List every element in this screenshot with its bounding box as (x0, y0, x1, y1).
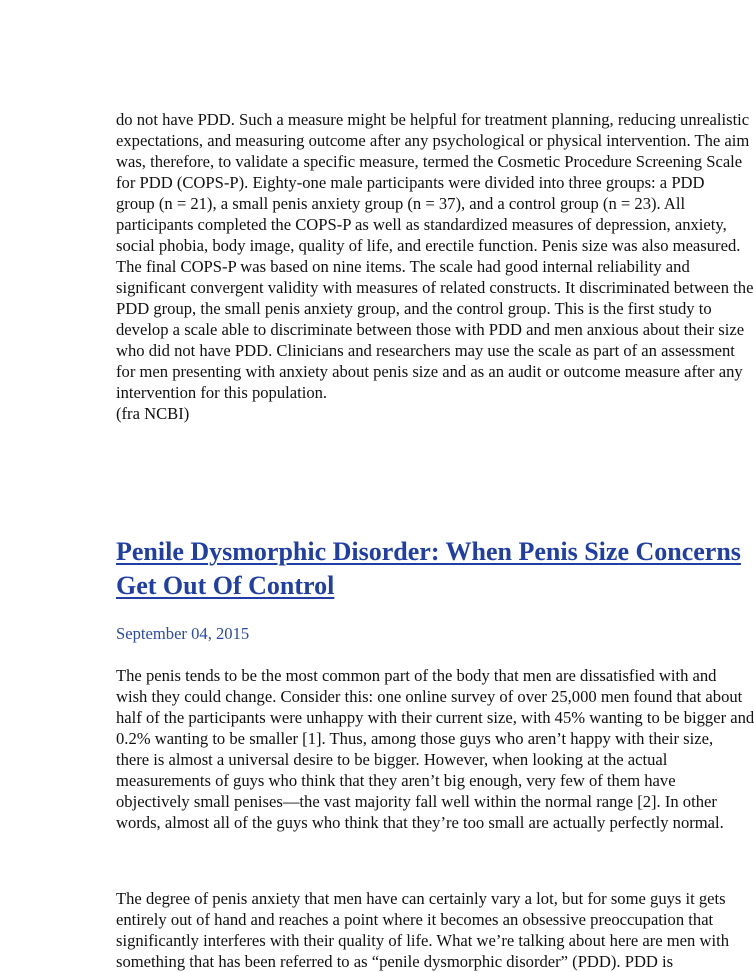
text-line: words, almost all of the guys who think that they’re too small are actually perfectly normal. (116, 813, 724, 832)
text-line: The degree of penis anxiety that men have can certainly vary a lot, but for some guys it gets (116, 889, 726, 908)
text-line: entirely out of hand and reaches a point where it becomes an obsessive preoccupation that (116, 910, 714, 929)
post-date: September 04, 2015 (116, 624, 250, 643)
post-title-line[interactable]: Get Out Of Control (116, 571, 335, 600)
text-line: half of the participants were unhappy with their current size, with 45% wanting to be bigger and (116, 708, 754, 727)
text-line: significantly interferes with their quality of life. What we’re talking about here are men with (116, 931, 729, 950)
text-line: something that has been referred to as “penile dysmorphic disorder” (PDD). PDD is (116, 952, 674, 971)
text-line: 0.2% wanting to be smaller [1]. Thus, among those guys who aren’t happy with their size, (116, 729, 714, 748)
text-line: social phobia, body image, quality of life, and erectile function. Penis size was also measured. (116, 236, 741, 255)
document-page (116, 0, 754, 971)
text-line: do not have PDD. Such a measure might be helpful for treatment planning, reducing unrealistic (116, 110, 750, 129)
text-line: participants completed the COPS-P as well as standardized measures of depression, anxiety, (116, 215, 727, 234)
text-line: for men presenting with anxiety about penis size and as an audit or outcome measure after any (116, 362, 743, 381)
text-line: measurements of guys who think that they aren’t big enough, very few of them have (116, 771, 676, 790)
text-line: significant convergent validity with measures of related constructs. It discriminated between the (116, 278, 754, 297)
text-line: there is almost a universal desire to be bigger. However, when looking at the actual (116, 750, 668, 769)
post-title-line[interactable]: Penile Dysmorphic Disorder: When Penis Size Concerns (116, 537, 741, 566)
text-line: who did not have PDD. Clinicians and researchers may use the scale as part of an assessment (116, 341, 735, 360)
text-line: The final COPS-P was based on nine items. The scale had good internal reliability and (116, 257, 690, 276)
text-line: expectations, and measuring outcome after any psychological or physical intervention. The aim (116, 131, 750, 150)
source-note: (fra NCBI) (116, 404, 190, 423)
text-line: wish they could change. Consider this: one online survey of over 25,000 men found that about (116, 687, 743, 706)
text-line: The penis tends to be the most common part of the body that men are dissatisfied with and (116, 666, 717, 685)
text-line: group (n = 21), a small penis anxiety group (n = 37), and a control group (n = 23). All (116, 194, 686, 213)
text-line: was, therefore, to validate a specific measure, termed the Cosmetic Procedure Screening Scale (116, 152, 743, 171)
text-line: objectively small penises—the vast majority fall well within the normal range [2]. In other (116, 792, 717, 811)
text-line: PDD group, the small penis anxiety group, and the control group. This is the first study to (116, 299, 712, 318)
text-line: intervention for this population. (116, 383, 328, 402)
text-line: for PDD (COPS-P). Eighty-one male participants were divided into three groups: a PDD (116, 173, 705, 192)
text-line: develop a scale able to discriminate between those with PDD and men anxious about their size (116, 320, 745, 339)
